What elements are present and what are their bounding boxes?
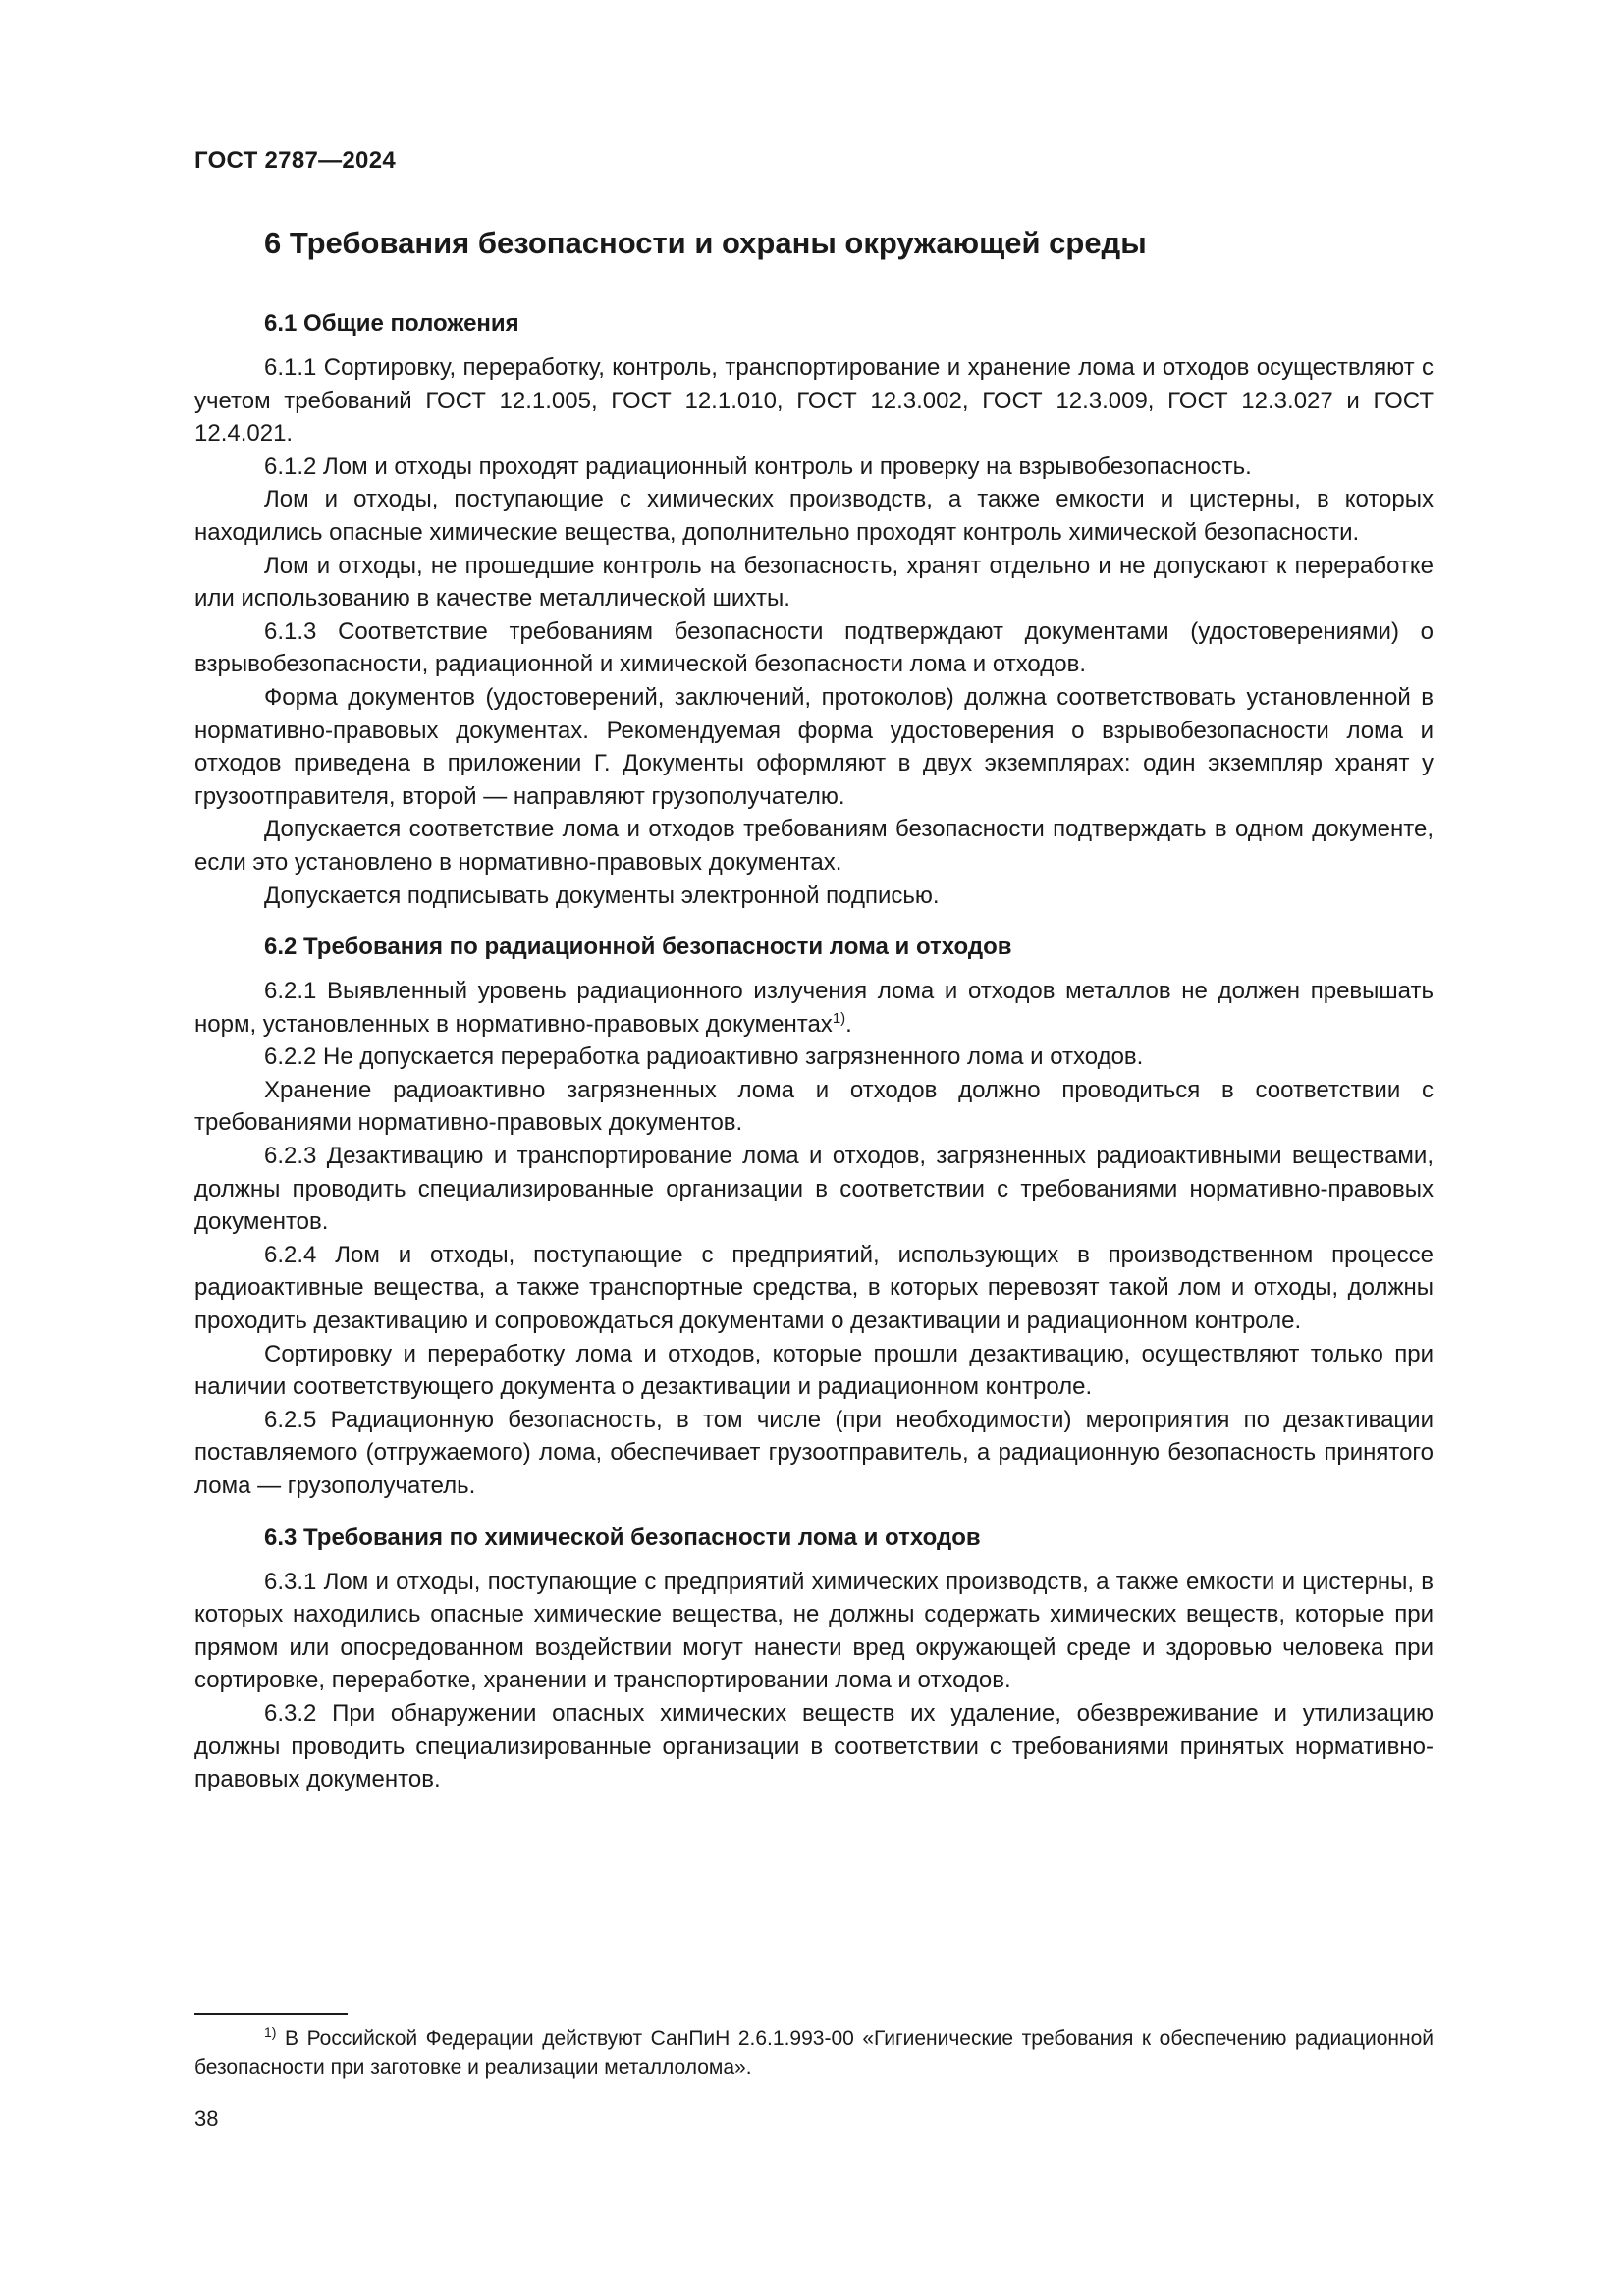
- paragraph-text: 6.2.1 Выявленный уровень радиационного излучения лома и отходов металлов не должен превышать норм, установленных в нормативно-правовых документах: [194, 978, 1434, 1038]
- paragraph: Допускается соответствие лома и отходов требованиям безопасности подтверждать в одном документе, если это установлено в нормативно-правовых документах.: [194, 816, 1434, 876]
- section-title: 6.2 Требования по радиационной безопасности лома и отходов: [264, 934, 1012, 961]
- section-6-2: [194, 932, 1434, 1503]
- paragraph: 6.2.4 Лом и отходы, поступающие с предприятий, использующих в производственном процессе радиоактивные вещества, а также транспортные средства, в которых перевозят такой лом и отходы, должны проходить дезактивацию и сопровождаться документами о дезактивации и радиационном контроле.: [194, 1241, 1434, 1335]
- document-code-header: ГОСТ 2787—2024: [194, 147, 397, 174]
- paragraph: Лом и отходы, поступающие с химических производств, а также емкости и цистерны, в которых находились опасные химические вещества, дополнительно проходят контроль химической безопасности.: [194, 486, 1434, 546]
- page-content: [194, 224, 1434, 1816]
- footnote-reference[interactable]: 1): [832, 1009, 846, 1027]
- paragraph: Хранение радиоактивно загрязненных лома и отходов должно проводиться в соответствии с требованиями нормативно-правовых документов.: [194, 1076, 1434, 1137]
- footnote: [194, 2024, 1434, 2083]
- paragraph: 6.2.2 Не допускается переработка радиоактивно загрязненного лома и отходов.: [264, 1043, 1144, 1071]
- section-6-3: [194, 1522, 1434, 1796]
- footnote-divider: [194, 2013, 348, 2015]
- paragraph: Сортировку и переработку лома и отходов, которые прошли дезактивацию, осуществляют только при наличии соответствующего документа о дезактивации и радиационном контроле.: [194, 1340, 1434, 1401]
- chapter-title: 6 Требования безопасности и охраны окружающей среды: [264, 226, 1147, 260]
- paragraph: 6.1.2 Лом и отходы проходят радиационный контроль и проверку на взрывобезопасность.: [264, 453, 1252, 480]
- paragraph: Допускается подписывать документы электронной подписью.: [264, 881, 940, 909]
- paragraph: 6.1.3 Соответствие требованиям безопасности подтверждают документами (удостоверениями) о взрывобезопасности, радиационной и химической безопасности лома и отходов.: [194, 617, 1434, 678]
- paragraph-end: .: [845, 1010, 852, 1038]
- paragraph: 6.2.3 Дезактивацию и транспортирование лома и отходов, загрязненных радиоактивными веществами, должны проводить специализированные организации в соответствии с требованиями нормативно-правовых документов.: [194, 1143, 1434, 1236]
- section-title: 6.3 Требования по химической безопасности лома и отходов: [264, 1523, 981, 1551]
- page-number: 38: [194, 2107, 219, 2131]
- paragraph: 6.2.5 Радиационную безопасность, в том числе (при необходимости) мероприятия по дезактивации поставляемого (отгружаемого) лома, обеспечивает грузоотправитель, а радиационную безопасность принятого лома — грузополучатель.: [194, 1406, 1434, 1499]
- paragraph: Лом и отходы, не прошедшие контроль на безопасность, хранят отдельно и не допускают к переработке или использованию в качестве металлической шихты.: [194, 552, 1434, 613]
- paragraph-with-footnote: [194, 975, 1434, 1041]
- footnote-text: В Российской Федерации действуют СанПиН 2.6.1.993-00 «Гигиенические требования к обеспечению радиационной безопасности при заготовке и реализации металлолома».: [194, 2027, 1434, 2079]
- section-title: 6.1 Общие положения: [264, 310, 519, 337]
- paragraph: Форма документов (удостоверений, заключений, протоколов) должна соответствовать установленной в нормативно-правовых документах. Рекомендуемая форма удостоверения о взрывобезопасности лома и отходов приведена в приложении Г. Документы оформляют в двух экземплярах: один экземпляр хранят у грузоотправителя, второй — направляют грузополучателю.: [194, 683, 1434, 810]
- footnote-mark: 1): [264, 2024, 277, 2040]
- paragraph: 6.3.1 Лом и отходы, поступающие с предприятий химических производств, а также емкости и цистерны, в которых находились опасные химические вещества, не должны содержать химических веществ, которые при прямом или опосредованном воздействии могут нанести вред окружающей среде и здоровью человека при сортировке, переработке, хранении и транспортировании лома и отходов.: [194, 1568, 1434, 1694]
- paragraph: 6.3.2 При обнаружении опасных химических веществ их удаление, обезвреживание и утилизацию должны проводить специализированные организации в соответствии с требованиями принятых нормативно-правовых документов.: [194, 1699, 1434, 1793]
- section-6-1: [194, 308, 1434, 912]
- paragraph: 6.1.1 Сортировку, переработку, контроль, транспортирование и хранение лома и отходов осуществляют с учетом требований ГОСТ 12.1.005, ГОСТ 12.1.010, ГОСТ 12.3.002, ГОСТ 12.3.009, ГОСТ 12.3.027 и ГОСТ 12.4.021.: [194, 354, 1434, 448]
